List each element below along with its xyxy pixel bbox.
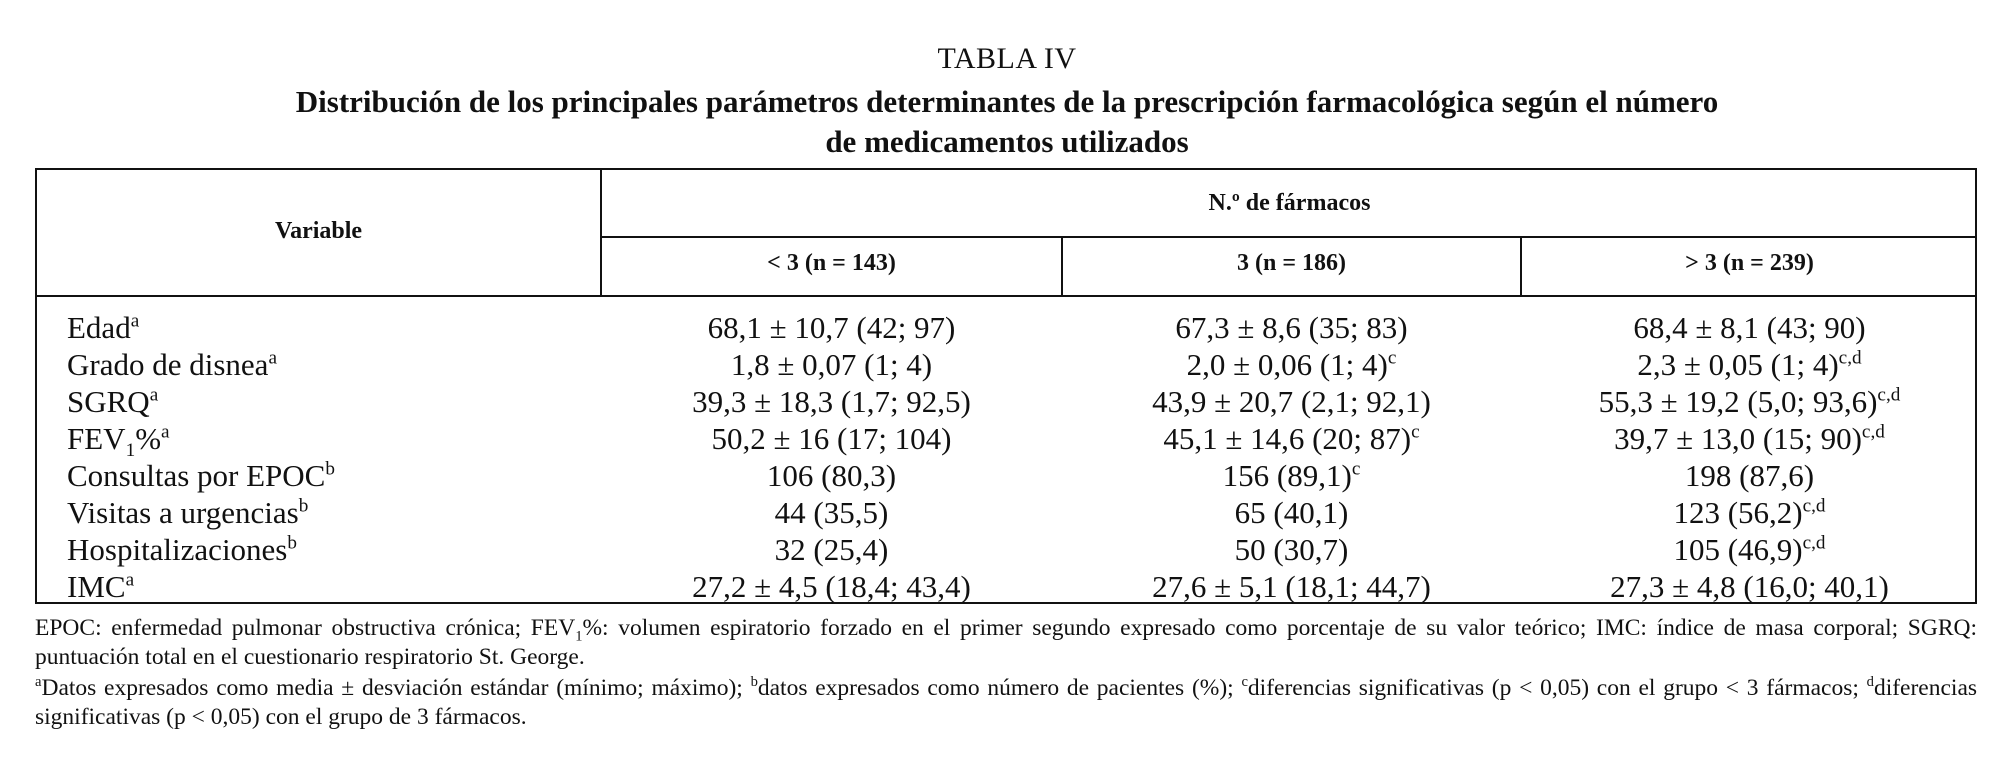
header-variable: Variable bbox=[274, 218, 363, 244]
header-col-2: 3 (n = 186) bbox=[1236, 250, 1346, 276]
header-col-3: > 3 (n = 239) bbox=[1685, 250, 1814, 276]
row-variable: Consultas por EPOC$^b$ bbox=[67, 458, 335, 493]
row-value-col-1: 1,8 ± 0,07 (1; 4) bbox=[730, 347, 933, 382]
row-value-col-3: 68,4 ± 8,1 (43; 90) bbox=[1633, 310, 1866, 345]
row-value-col-3: 2,3 ± 0,05 (1; 4)$^{c,d}$ bbox=[1637, 347, 1862, 382]
table-title-line-2: de medicamentos utilizados bbox=[825, 124, 1189, 159]
row-value-col-1: 27,2 ± 4,5 (18,4; 43,4) bbox=[692, 569, 971, 604]
footnote-notes: $^a$Datos expresados como media ± desviación estándar (mínimo; máximo); $^b$datos expresados como número de pacientes (%); $^c$diferencias significativas (p < 0,05) con el grupo < 3 fármacos; $^d$diferencias significativas (p < 0,05) con el grupo de 3 fármacos. bbox=[35, 674, 1978, 730]
row-variable: SGRQ$^a$ bbox=[67, 384, 159, 419]
row-value-col-3: 198 (87,6) bbox=[1684, 458, 1815, 493]
header-col-1: < 3 (n = 143) bbox=[767, 250, 896, 276]
row-value-col-2: 27,6 ± 5,1 (18,1; 44,7) bbox=[1152, 569, 1431, 604]
row-value-col-1: 68,1 ± 10,7 (42; 97) bbox=[707, 310, 956, 345]
group-header-rule bbox=[600, 236, 1977, 238]
row-variable: Hospitalizaciones$^b$ bbox=[67, 532, 297, 567]
row-value-col-2: 156 $(89,1)^c$ bbox=[1222, 458, 1361, 493]
row-value-col-2: 65 (40,1) bbox=[1234, 495, 1349, 530]
table-title bbox=[0, 82, 2014, 162]
row-value-col-2: 50 (30,7) bbox=[1234, 532, 1349, 567]
row-value-col-2: 45,1 ± 14,6 (20; 87)$^c$ bbox=[1163, 421, 1420, 456]
header-bottom-rule bbox=[37, 295, 1977, 297]
row-value-col-1: 106 (80,3) bbox=[766, 458, 897, 493]
footnote-abbreviations: EPOC: enfermedad pulmonar obstructiva crónica; $FEV_1\%$: volumen espiratorio forzado en el primer segundo expresado como porcentaje de su valor teórico; IMC: índice de masa corporal; SGRQ: puntuación total en el cuestionario respiratorio St. George. bbox=[35, 615, 1977, 670]
row-value-col-3: 27,3 ± 4,8 (16,0; 40,1) bbox=[1610, 569, 1889, 604]
header-group: N.º de fármacos bbox=[1208, 190, 1371, 216]
row-value-col-3: 55,3 ± 19,2 (5,0; 93,6)$^{c,d}$ bbox=[1598, 384, 1901, 419]
row-value-col-1: 44 (35,5) bbox=[774, 495, 889, 530]
row-value-col-2: 2,0 ± 0,06 (1; 4)$^c$ bbox=[1186, 347, 1397, 382]
row-value-col-2: 67,3 ± 8,6 (35; 83) bbox=[1175, 310, 1408, 345]
row-value-col-2: 43,9 ± 20,7 (2,1; 92,1) bbox=[1152, 384, 1431, 419]
table-title-line-1: Distribución de los principales parámetros determinantes de la prescripción farmacológica según el número bbox=[295, 84, 1719, 119]
row-variable: IMC$^a$ bbox=[67, 569, 135, 604]
row-value-col-3: 39,7 ± 13,0 (15; 90)$^{c,d}$ bbox=[1614, 421, 1885, 456]
row-variable: Edad$^a$ bbox=[67, 310, 140, 345]
row-value-col-1: 39,3 ± 18,3 (1,7; 92,5) bbox=[692, 384, 971, 419]
row-variable: $FEV_1\%^a$ bbox=[67, 421, 170, 462]
row-value-col-3: 123 $(56,2)^{c,d}$ bbox=[1673, 495, 1826, 530]
row-value-col-1: 50,2 ± 16 (17; 104) bbox=[711, 421, 952, 456]
table-label: TABLA IV bbox=[937, 42, 1077, 75]
row-value-col-1: 32 (25,4) bbox=[774, 532, 889, 567]
row-value-col-3: 105 $(46,9)^{c,d}$ bbox=[1673, 532, 1826, 567]
data-table bbox=[35, 168, 1977, 604]
row-variable: Grado de disnea$^a$ bbox=[67, 347, 277, 382]
row-variable: Visitas a urgencias$^b$ bbox=[67, 495, 309, 530]
